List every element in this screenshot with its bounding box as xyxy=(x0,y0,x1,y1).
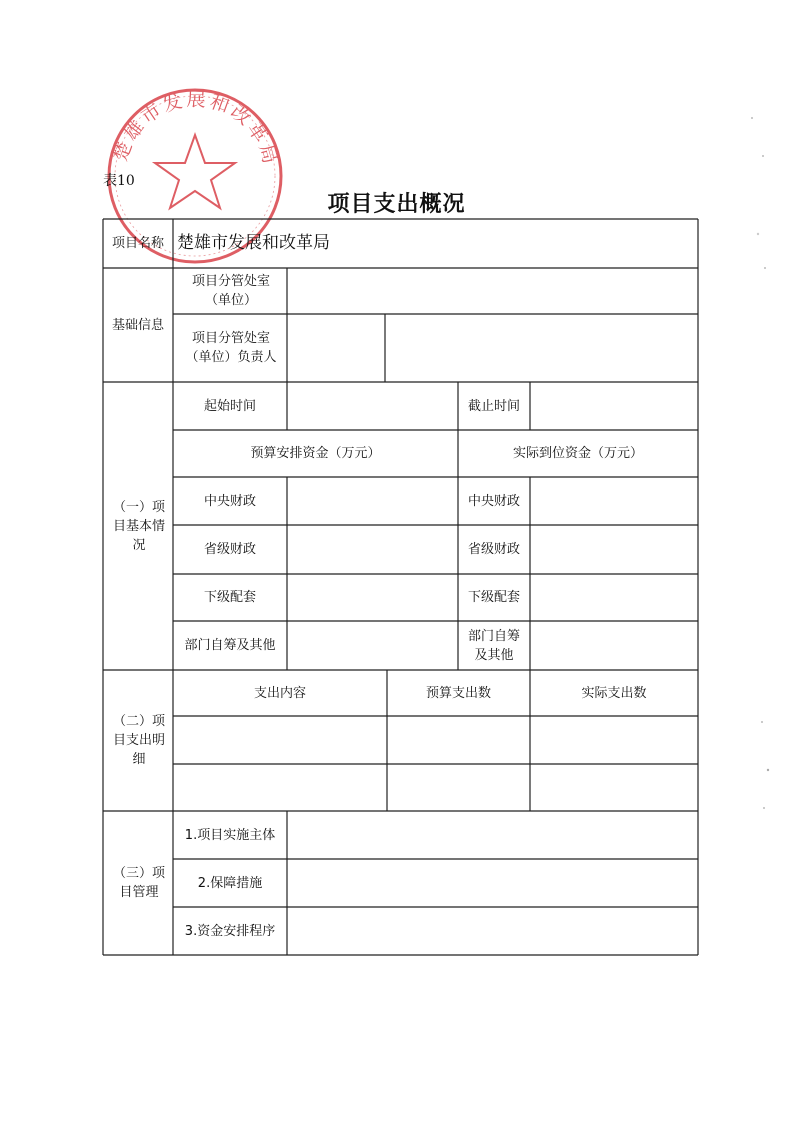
section2-label: （二）项目支出明细 xyxy=(113,714,166,767)
funding-right-label: 下级配套 xyxy=(467,590,520,605)
actual-expense-header: 实际支出数 xyxy=(581,685,647,701)
funding-left-label: 省级财政 xyxy=(203,542,256,557)
budget-expense-header: 预算支出数 xyxy=(425,685,491,701)
funding-right-label: 部门自筹及其他 xyxy=(467,628,520,663)
svg-text:楚雄市发展和改革局: 楚雄市发展和改革局 xyxy=(109,88,282,169)
expense-content-header: 支出内容 xyxy=(253,685,306,701)
project-name-value: 楚雄市发展和改革局 xyxy=(177,233,330,253)
section1-label: （一）项目基本情况 xyxy=(113,499,166,553)
budget-header: 预算安排资金（万元） xyxy=(250,446,381,461)
dept-label: 项目分管处室（单位） xyxy=(191,274,270,308)
basic-info-label: 基础信息 xyxy=(111,317,164,333)
project-name-label: 项目名称 xyxy=(111,236,164,251)
start-time-label: 起始时间 xyxy=(203,398,256,414)
funding-right-label: 省级财政 xyxy=(467,542,520,557)
funding-right-label: 中央财政 xyxy=(467,493,520,509)
management-item-label: 2.保障措施 xyxy=(197,875,263,891)
management-item-label: 3.资金安排程序 xyxy=(184,923,276,939)
table-number: 表10 xyxy=(103,173,135,189)
page-title: 项目支出概况 xyxy=(327,192,466,217)
funding-left-label: 中央财政 xyxy=(203,493,256,509)
dept-head-label: 项目分管处室（单位）负责人 xyxy=(185,331,277,365)
section3-label: （三）项目管理 xyxy=(113,866,166,900)
funding-left-label: 下级配套 xyxy=(203,590,256,605)
end-time-label: 截止时间 xyxy=(467,398,520,414)
management-item-label: 1.项目实施主体 xyxy=(184,827,276,843)
actual-header: 实际到位资金（万元） xyxy=(512,446,643,461)
funding-left-label: 部门自筹及其他 xyxy=(184,638,276,653)
